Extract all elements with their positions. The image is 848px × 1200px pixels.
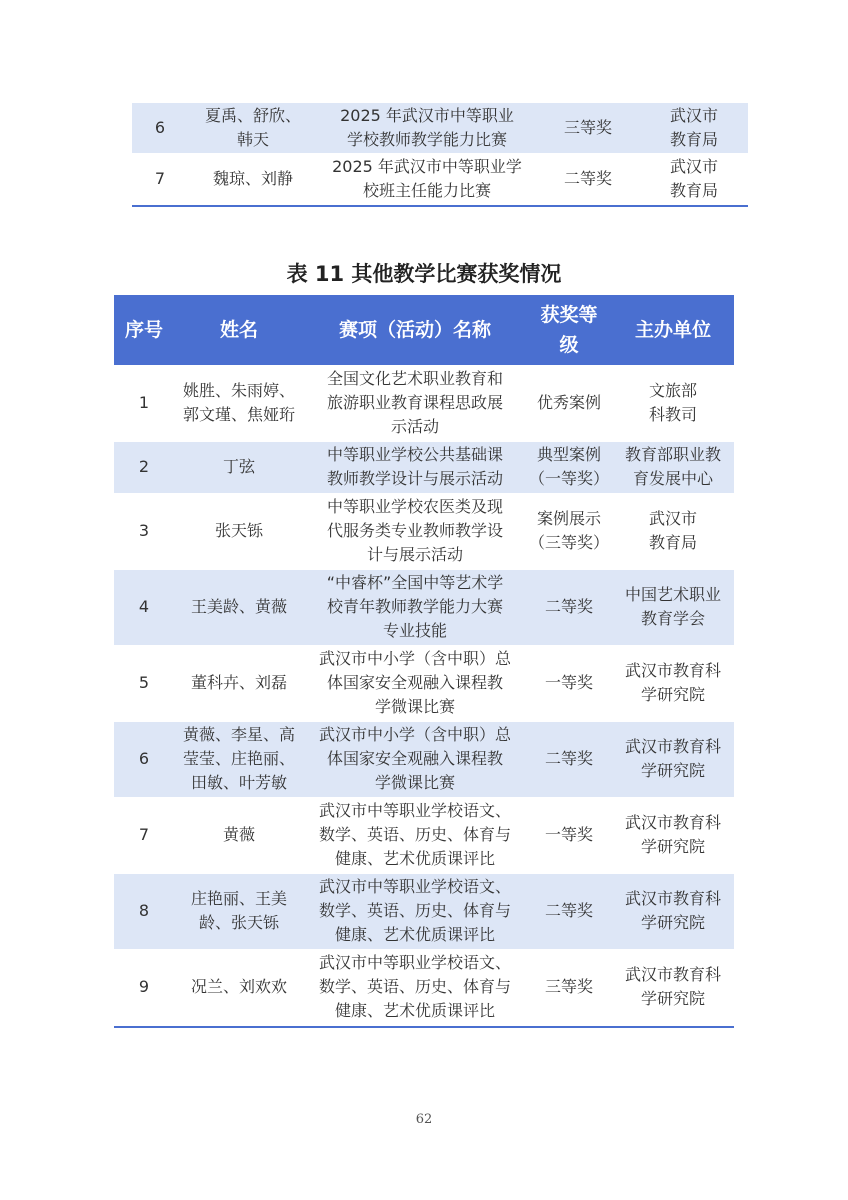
table-cell-event: 全国文化艺术职业教育和 旅游职业教育课程思政展 示活动 bbox=[326, 369, 503, 436]
table-cell-award: 案例展示 （三等奖） bbox=[528, 509, 609, 552]
table-cell-names: 丁弦 bbox=[222, 457, 255, 476]
table-cell-org: 武汉市教育科 学研究院 bbox=[624, 889, 721, 932]
table-cell-event: 武汉市中小学（含中职）总 体国家安全观融入课程教 学微课比赛 bbox=[318, 649, 511, 716]
table-cell-award: 二等奖 bbox=[544, 597, 593, 616]
table-cell-award: 二等奖 bbox=[544, 901, 593, 920]
table-cell-event: “中睿杯”全国中等艺术学 校青年教师教学能力大赛 专业技能 bbox=[326, 573, 504, 640]
table-cell-names: 张天铄 bbox=[214, 521, 263, 540]
table-cell-org: 武汉市 教育局 bbox=[669, 157, 718, 200]
table-cell-names: 庄艳丽、王美 龄、张天铄 bbox=[190, 889, 287, 932]
table-cell-event: 武汉市中等职业学校语文、 数学、英语、历史、体育与 健康、艺术优质课评比 bbox=[318, 953, 511, 1020]
table-cell-award: 三等奖 bbox=[544, 977, 593, 996]
table-cell-no: 9 bbox=[138, 977, 150, 996]
table-cell-no: 7 bbox=[138, 825, 150, 844]
table-cell-names: 魏琼、刘静 bbox=[212, 169, 293, 188]
table-cell-event: 武汉市中等职业学校语文、 数学、英语、历史、体育与 健康、艺术优质课评比 bbox=[318, 877, 511, 944]
header-name: 姓名 bbox=[219, 319, 258, 341]
table-cell-names: 黄薇 bbox=[222, 825, 255, 844]
table-cell-names: 况兰、刘欢欢 bbox=[190, 977, 287, 996]
table-cell-event: 2025 年武汉市中等职业学 校班主任能力比赛 bbox=[332, 157, 522, 200]
table-bottom-rule bbox=[132, 205, 748, 207]
table-cell-names: 黄薇、李星、高 莹莹、庄艳丽、 田敏、叶芳敏 bbox=[182, 725, 295, 792]
table-cell-org: 武汉市教育科 学研究院 bbox=[624, 965, 721, 1008]
table-title: 表 11 其他教学比赛获奖情况 bbox=[286, 262, 562, 286]
table-cell-award: 典型案例 （一等奖） bbox=[528, 445, 609, 488]
table-bottom-rule bbox=[114, 1026, 734, 1028]
table-cell-no: 1 bbox=[138, 393, 150, 412]
table-cell-no: 6 bbox=[138, 749, 150, 768]
header-org: 主办单位 bbox=[634, 319, 711, 341]
table-cell-org: 武汉市 教育局 bbox=[648, 509, 697, 552]
table-cell-award: 一等奖 bbox=[544, 825, 593, 844]
table-cell-no: 4 bbox=[138, 597, 150, 616]
table-cell-award: 优秀案例 bbox=[536, 393, 601, 412]
header-award: 获奖等 级 bbox=[540, 304, 598, 356]
table-cell-event: 中等职业学校公共基础课 教师教学设计与展示活动 bbox=[326, 445, 503, 488]
header-event: 赛项（活动）名称 bbox=[338, 319, 491, 341]
table-cell-event: 2025 年武汉市中等职业 学校教师教学能力比赛 bbox=[340, 106, 514, 149]
table-cell-org: 教育部职业教 育发展中心 bbox=[624, 445, 721, 488]
table-cell-org: 中国艺术职业 教育学会 bbox=[624, 585, 721, 628]
table-cell-org: 武汉市 教育局 bbox=[669, 106, 718, 149]
table-cell-event: 中等职业学校农医类及现 代服务类专业教师教学设 计与展示活动 bbox=[326, 497, 503, 564]
table-cell-no: 3 bbox=[138, 521, 150, 540]
table-cell-award: 三等奖 bbox=[563, 118, 612, 137]
table-cell-award: 二等奖 bbox=[563, 169, 612, 188]
table-cell-org: 文旅部 科教司 bbox=[648, 381, 697, 424]
table-cell-no: 2 bbox=[138, 457, 150, 476]
table-cell-org: 武汉市教育科 学研究院 bbox=[624, 813, 721, 856]
table-cell-award: 二等奖 bbox=[544, 749, 593, 768]
table-cell-no: 6 bbox=[154, 118, 166, 137]
table-cell-names: 王美龄、黄薇 bbox=[190, 597, 287, 616]
table-cell-org: 武汉市教育科 学研究院 bbox=[624, 737, 721, 780]
table-cell-award: 一等奖 bbox=[544, 673, 593, 692]
header-no: 序号 bbox=[124, 319, 163, 341]
table-cell-event: 武汉市中小学（含中职）总 体国家安全观融入课程教 学微课比赛 bbox=[318, 725, 511, 792]
table-cell-no: 8 bbox=[138, 901, 150, 920]
table-cell-no: 5 bbox=[138, 673, 150, 692]
table-cell-names: 夏禹、舒欣、 韩天 bbox=[204, 106, 301, 149]
table-cell-names: 姚胜、朱雨婷、 郭文瑾、焦娅珩 bbox=[182, 381, 295, 424]
table-cell-no: 7 bbox=[154, 169, 166, 188]
table-cell-names: 董科卉、刘磊 bbox=[190, 673, 287, 692]
page-number: 62 bbox=[415, 1112, 433, 1127]
table-cell-event: 武汉市中等职业学校语文、 数学、英语、历史、体育与 健康、艺术优质课评比 bbox=[318, 801, 511, 868]
table-cell-org: 武汉市教育科 学研究院 bbox=[624, 661, 721, 704]
